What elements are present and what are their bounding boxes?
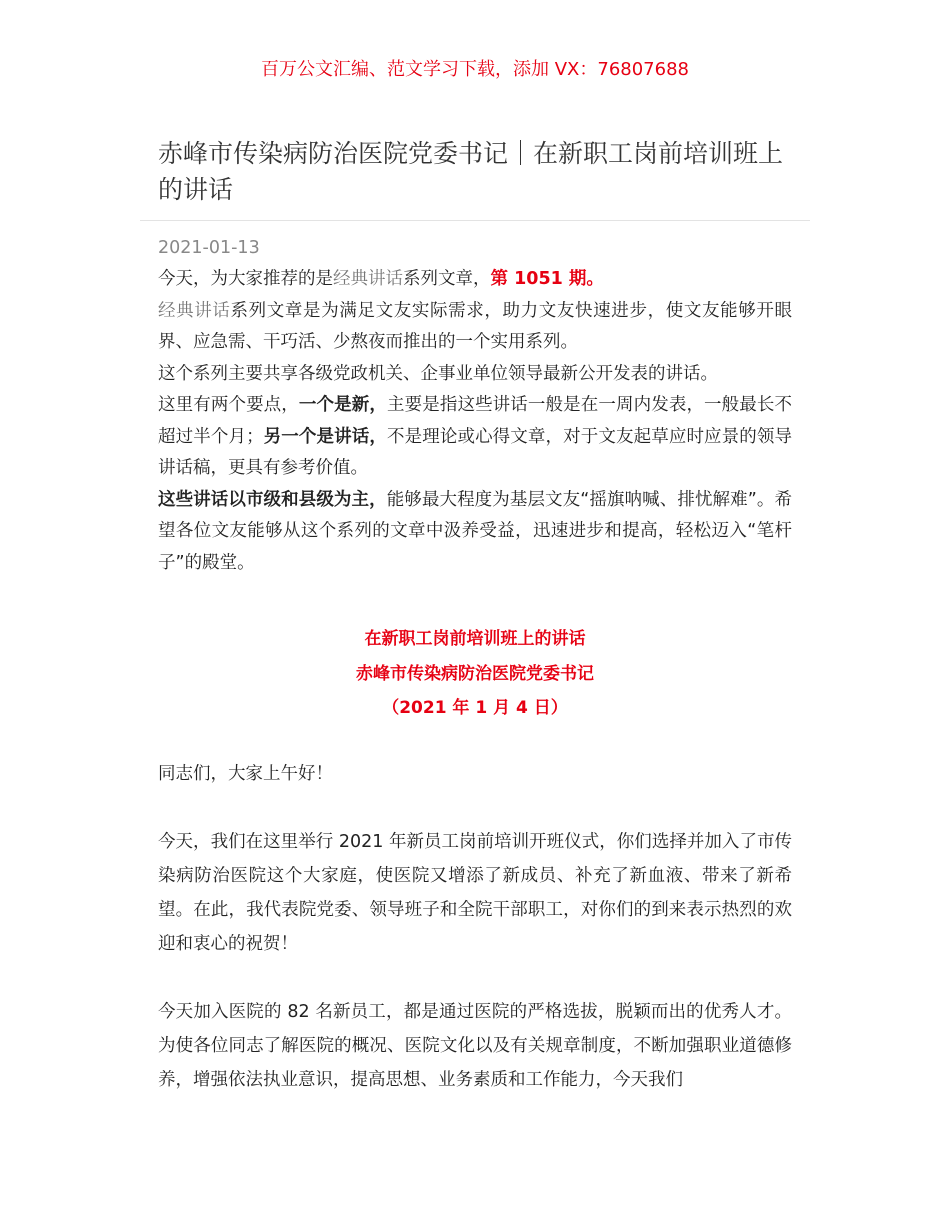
speech-date: （2021 年 1 月 4 日） bbox=[382, 698, 568, 718]
issue-number: 第 1051 期。 bbox=[490, 269, 604, 289]
speech-speaker: 赤峰市传染病防治医院党委书记 bbox=[356, 663, 594, 684]
article-title: 赤峰市传染病防治医院党委书记｜在新职工岗前培训班上的讲话 bbox=[158, 139, 784, 204]
intro-section bbox=[158, 264, 792, 579]
bold-text: 一个是新， bbox=[298, 395, 387, 415]
intro-paragraph: 这个系列主要共享各级党政机关、企事业单位领导最新公开发表的讲话。 bbox=[158, 363, 718, 384]
promo-banner: 百万公文汇编、范文学习下载，添加 VX：76807688 bbox=[261, 59, 689, 80]
intro-paragraph bbox=[158, 296, 792, 359]
text: 主要是指这些讲话一般是在一周内发表，一般最长不超过半个月； bbox=[158, 395, 793, 447]
body-paragraph: 今天，我们在这里举行 2021 年新员工岗前培训开班仪式，你们选择并加入了市传染病防治医院这个大家庭，使医院又增添了新成员、补充了新血液、带来了新希望。在此，我代表院党委、领导班子和全院干部职工，对你们的到来表示热烈的欢迎和衷心的祝贺！ bbox=[158, 832, 792, 954]
body-paragraph: 今天加入医院的 82 名新员工，都是通过医院的严格选拔，脱颖而出的优秀人才。为使各位同志了解医院的概况、医院文化以及有关规章制度，不断加强职业道德修养，增强依法执业意识，提高思想、业务素质和工作能力，今天我们 bbox=[158, 1002, 792, 1090]
text: 系列文章， bbox=[403, 269, 491, 289]
speech-body bbox=[158, 757, 792, 1131]
intro-paragraph bbox=[158, 390, 792, 485]
bold-text: 这些讲话以市级和县级为主， bbox=[158, 489, 387, 510]
text: 今天，为大家推荐的是 bbox=[158, 269, 333, 289]
series-name: 经典讲话 bbox=[333, 269, 403, 289]
publish-date: 2021-01-13 bbox=[158, 238, 260, 258]
series-name: 经典讲话 bbox=[158, 300, 231, 321]
text: 这里有两个要点， bbox=[158, 395, 299, 415]
body-paragraph: 同志们，大家上午好！ bbox=[158, 764, 333, 784]
intro-paragraph bbox=[158, 485, 792, 580]
speech-title: 在新职工岗前培训班上的讲话 bbox=[364, 629, 586, 649]
text: 能够最大程度为基层文友“摇旗呐喊、排忧解难”。希望各位文友能够从这个系列的文章中汲养受益，迅速进步和提高，轻松迈入“笔杆子”的殿堂。 bbox=[158, 489, 792, 573]
text: 不是理论或心得文章，对于文友起草应时应景的领导讲话稿，更具有参考价值。 bbox=[158, 426, 793, 478]
intro-paragraph bbox=[158, 264, 792, 296]
text: 系列文章是为满足文友实际需求，助力文友快速进步，使文友能够开眼界、应急需、干巧活、少熬夜而推出的一个实用系列。 bbox=[158, 300, 792, 352]
title-divider bbox=[140, 220, 810, 221]
bold-text: 另一个是讲话， bbox=[263, 426, 387, 447]
speech-heading bbox=[0, 622, 950, 726]
